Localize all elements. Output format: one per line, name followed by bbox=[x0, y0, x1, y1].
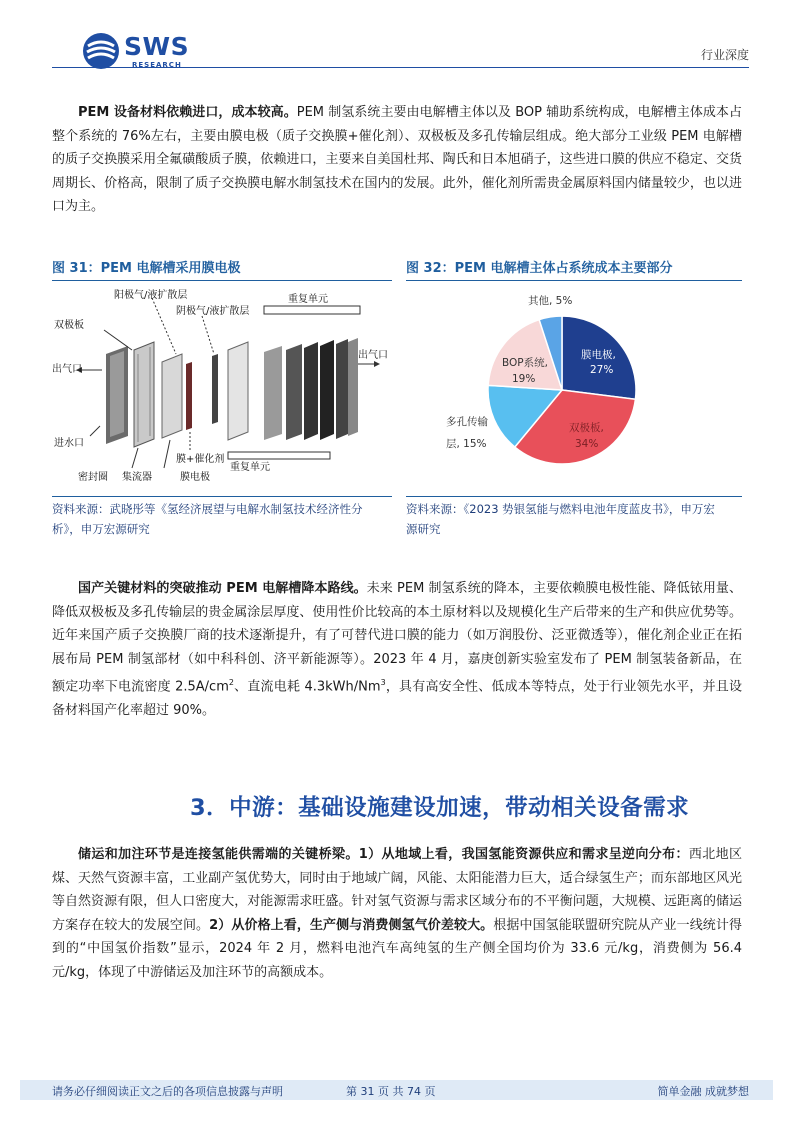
figure-31-bottom-rule bbox=[52, 496, 392, 497]
figure-32-rule bbox=[406, 280, 742, 281]
slice-pct-bipolar: 34% bbox=[575, 438, 599, 450]
right-collector bbox=[228, 342, 248, 440]
inlet-arrow bbox=[90, 426, 100, 436]
paragraph-lead-2: 2）从价格上看，生产侧与消费侧氢气价差较大。 bbox=[209, 917, 494, 933]
label-gas-outlet-right: 出气口 bbox=[358, 350, 388, 361]
arrowhead-right bbox=[374, 361, 380, 367]
label-seal-ring: 密封圈 bbox=[78, 472, 108, 483]
slice-label-membrane: 膜电极, bbox=[581, 349, 616, 361]
label-gas-outlet-left: 出气口 bbox=[52, 364, 82, 375]
repeat-unit-bracket-top bbox=[264, 306, 360, 314]
leader-cathode bbox=[202, 316, 214, 354]
paragraph-lead: 国产关键材料的突破推动 PEM 电解槽降本路线。 bbox=[78, 581, 367, 596]
leader-seal bbox=[132, 448, 138, 468]
figure-31-source: 资料来源：武晓彤等《氢经济展望与电解水制氢技术经济性分析》，申万宏源研究 bbox=[52, 502, 363, 536]
report-type-label: 行业深度 bbox=[700, 48, 749, 62]
paragraph-pem-cost bbox=[52, 101, 742, 219]
repeat-stack bbox=[264, 338, 358, 440]
membrane-electrode bbox=[186, 362, 192, 430]
paragraph-body-c: ，具有高安全性、低成本等特点，处于行业领先水平，并且设备材料国产化率超过 90%。 bbox=[52, 679, 742, 718]
logo-subtext: RESEARCH bbox=[132, 61, 182, 69]
label-membrane-catalyst: 膜+催化剂 bbox=[176, 454, 225, 465]
sws-logo-icon bbox=[82, 32, 120, 70]
label-membrane-electrode: 膜电极 bbox=[180, 472, 210, 483]
cost-share-pie-chart bbox=[406, 284, 742, 492]
slice-pct-bop: 19% bbox=[512, 373, 536, 385]
paragraph-body-a: 未来 PEM 制氢系统的降本，主要依赖膜电极性能、降低铱用量、降低双极板及多孔传输层的贵金属涂层厚度、使用性价比较高的本土原材料以及规模化生产后带来的生产和供应优势等。近年来国产质子交换膜厂商的技术逐渐提升，有了可替代进口膜的能力（如万润股份、泛亚微透等），催化剂企业正在拓展布局 PEM 制氢部材（如中科科创、济平新能源等）。2023 年 4 月，嘉庚创新实验室发布了 PEM 制氢装备新品，在额定功率下电流密度 2.5A/cm bbox=[52, 581, 742, 695]
figure-32-source: 资料来源：《2023 势银氢能与燃料电池年度蓝皮书》，申万宏源研究 bbox=[406, 502, 715, 536]
paragraph-body-a: 西北地区煤、天然气资源丰富，工业副产氢优势大，同时由于地域广阔，风能、太阳能潜力巨大，适合绿氢生产；而东部地区风光等自然资源有限，但人口密度大，对能源需求旺盛。针对氢气资源与需求区域分布的不平衡问题，大规模、远距离的储运方案存在较大的发展空间。 bbox=[52, 847, 742, 933]
figure-32-title: 图 32：PEM 电解槽主体占系统成本主要部分 bbox=[406, 261, 673, 276]
bipolar-plate-left bbox=[134, 342, 154, 447]
label-repeat-unit-top: 重复单元 bbox=[288, 294, 328, 305]
label-repeat-unit-bottom: 重复单元 bbox=[230, 462, 270, 473]
footer-page-number: 第 31 页 共 74 页 bbox=[346, 1085, 436, 1098]
slice-label-porous: 多孔传输 bbox=[446, 416, 488, 428]
logo-text: SWS bbox=[124, 32, 190, 61]
leader-collector bbox=[164, 440, 170, 468]
repeat-unit-bracket-bottom bbox=[228, 452, 330, 459]
footer-disclaimer: 请务必仔细阅读正文之后的各项信息披露与声明 bbox=[52, 1085, 283, 1098]
slice-label-other: 其他, 5% bbox=[528, 295, 573, 307]
paragraph-lead: 储运和加注环节是连接氢能供需端的关键桥梁。1）从地域上看，我国氢能资源供应和需求呈逆向分布： bbox=[78, 847, 689, 862]
current-collector bbox=[162, 354, 182, 438]
leader-bipolar bbox=[104, 330, 132, 350]
label-anode-layer: 阳极气/液扩散层 bbox=[114, 290, 188, 301]
gas-diffusion-layer bbox=[212, 354, 218, 424]
label-water-inlet: 进水口 bbox=[54, 438, 84, 449]
paragraph-body-b: 、直流电耗 4.3kWh/Nm bbox=[233, 679, 381, 695]
company-logo bbox=[82, 30, 192, 76]
pem-electrolyzer-diagram bbox=[52, 284, 392, 492]
paragraph-lead: PEM 设备材料依赖进口，成本较高。 bbox=[78, 105, 297, 120]
leader-anode bbox=[152, 298, 176, 354]
paragraph-midstream bbox=[52, 843, 742, 984]
superscript-2: 2 bbox=[228, 678, 234, 687]
figure-32-bottom-rule bbox=[406, 496, 742, 497]
figure-31-title: 图 31：PEM 电解槽采用膜电极 bbox=[52, 261, 241, 276]
label-cathode-layer: 阴极气/液扩散层 bbox=[176, 306, 250, 317]
slice-label-bop: BOP系统, bbox=[502, 357, 548, 369]
paragraph-body-b: 根据中国氢能联盟研究院从产业一线统计得到的“中国氢价指数”显示，2024 年 2 月，燃料电池汽车高纯氢的生产侧全国均价为 33.6 元/kg，消费侧为 56.4 元/kg，体现了中游储运及加注环节的高额成本。 bbox=[52, 917, 742, 980]
slice-label-bipolar: 双极板, bbox=[569, 422, 604, 434]
paragraph-localization bbox=[52, 577, 742, 722]
header-divider bbox=[52, 67, 749, 68]
left-end-plate bbox=[106, 346, 128, 444]
superscript-3: 3 bbox=[380, 678, 386, 687]
paragraph-body: PEM 制氢系统主要由电解槽主体以及 BOP 辅助系统构成，电解槽主体成本占整个系统的 76%左右，主要由膜电极（质子交换膜+催化剂）、双极板及多孔传输层组成。绝大部分工业级 PEM 电解槽的质子交换膜采用全氟磺酸质子膜，依赖进口，主要来自美国杜邦、陶氏和日本旭硝子，这些进口膜的供应不稳定、交货周期长、价格高，限制了质子交换膜电解水制氢技术在国内的发展。此外，催化剂所需贵金属原料国内储量较少，也以进口为主。 bbox=[52, 105, 742, 214]
footer-slogan: 简单金融 成就梦想 bbox=[657, 1085, 749, 1098]
slice-label-porous-2: 层, 15% bbox=[446, 438, 487, 450]
label-current-collector: 集流器 bbox=[122, 472, 152, 483]
label-bipolar-plate: 双极板 bbox=[54, 320, 84, 331]
section-heading: 3．中游：基础设施建设加速，带动相关设备需求 bbox=[190, 795, 690, 821]
slice-pct-membrane: 27% bbox=[590, 364, 614, 376]
figure-31-rule bbox=[52, 280, 392, 281]
